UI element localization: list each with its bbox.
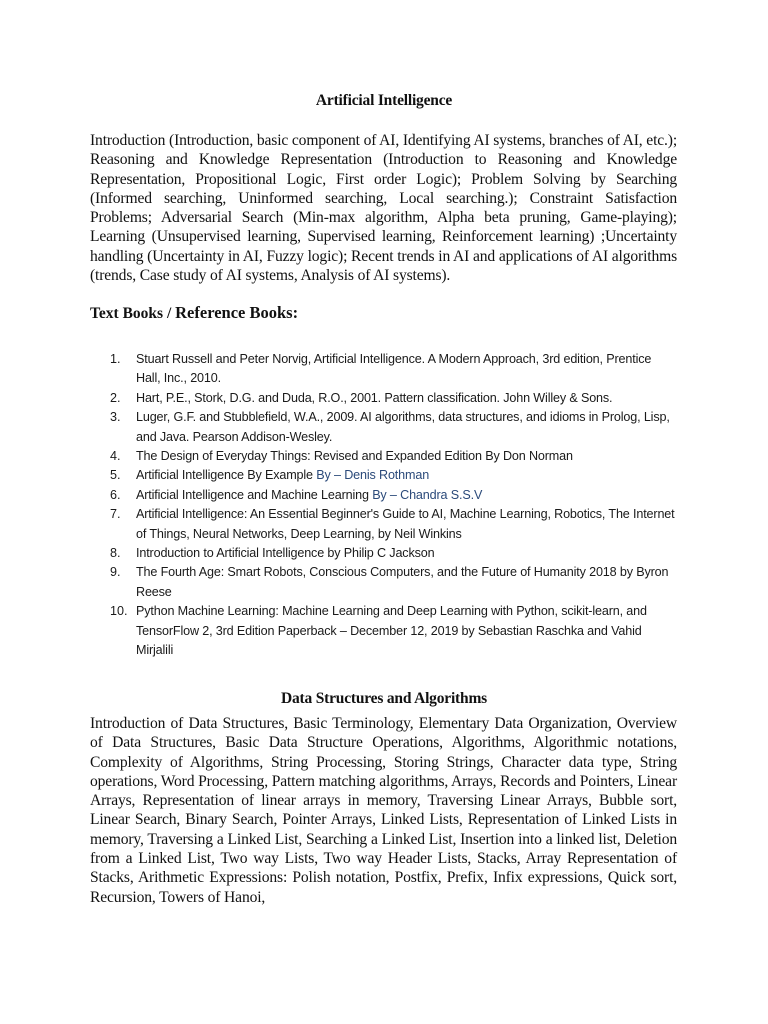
book-list-item	[90, 350, 678, 389]
book-title: Introduction to Artificial Intelligence by Philip C Jackson	[136, 546, 435, 561]
book-list-item	[90, 544, 678, 563]
book-title: Stuart Russell and Peter Norvig, Artificial Intelligence. A Modern Approach, 3rd edition, Prentice Hall, Inc., 2010.	[136, 352, 652, 386]
book-list-item	[90, 505, 678, 544]
book-list-item	[90, 389, 678, 408]
book-title: Artificial Intelligence and Machine Learning	[136, 487, 373, 502]
book-list-item	[90, 486, 678, 505]
book-title: Artificial Intelligence: An Essential Beginner's Guide to AI, Machine Learning, Robotics, The Internet of Things, Neural Networks, Deep Learning, by Neil Winkins	[136, 507, 675, 541]
ai-section-title: Artificial Intelligence	[315, 92, 453, 109]
book-title: The Design of Everyday Things: Revised and Expanded Edition By Don Norman	[136, 449, 573, 464]
book-entry	[136, 505, 678, 544]
book-number: 1.	[110, 352, 121, 366]
book-entry	[136, 466, 678, 485]
book-list-item	[90, 408, 678, 447]
book-number: 10.	[110, 604, 128, 619]
book-title: The Fourth Age: Smart Robots, Conscious Computers, and the Future of Humanity 2018 by Byron Reese	[136, 565, 669, 599]
reference-book-list	[90, 350, 678, 661]
book-entry	[136, 486, 678, 505]
books-heading-reference: Reference Books:	[175, 303, 299, 322]
book-number: 6.	[110, 487, 121, 502]
book-author: By – Chandra S.S.V	[372, 487, 483, 502]
book-number: 9.	[110, 565, 121, 580]
book-entry	[136, 563, 678, 602]
book-number: 5.	[110, 468, 121, 483]
book-list-item	[90, 563, 678, 602]
book-list-item	[90, 466, 678, 485]
books-heading-text: Text Books /	[90, 305, 176, 322]
book-number: 8.	[110, 546, 121, 561]
book-number: 2.	[110, 390, 121, 405]
book-title: Artificial Intelligence By Example	[136, 468, 317, 483]
book-entry	[136, 602, 678, 660]
book-entry	[136, 447, 678, 466]
book-number: 3.	[110, 410, 121, 425]
book-title: Python Machine Learning: Machine Learning and Deep Learning with Python, scikit-learn, and TensorFlow 2, 3rd Edition Paperback – December 12, 2019 by Sebastian Raschka and Vahid Mirjalili	[136, 604, 647, 658]
book-entry	[136, 350, 678, 389]
book-title: Luger, G.F. and Stubblefield, W.A., 2009. AI algorithms, data structures, and idioms in Prolog, Lisp, and Java. Pearson Addison-Wesley.	[136, 410, 670, 444]
book-title: Hart, P.E., Stork, D.G. and Duda, R.O., 2001. Pattern classification. John Willey & Sons.	[136, 390, 613, 405]
book-list-item	[90, 602, 678, 660]
dsa-section-title: Data Structures and Algorithms	[281, 690, 487, 707]
book-number: 4.	[110, 449, 121, 464]
book-number: 7.	[110, 507, 121, 522]
books-heading	[90, 303, 298, 323]
ai-syllabus-paragraph: Introduction (Introduction, basic component of AI, Identifying AI systems, branches of AI, etc.); Reasoning and Knowledge Representation (Introduction to Reasoning and Knowledge Representation, Propositional Logic, First order Logic); Problem Solving by Searching (Informed searching, Uninformed searching, Local searching.); Constraint Satisfaction Problems; Adversarial Search (Min-max algorithm, Alpha beta pruning, Game-playing); Learning (Unsupervised learning, Supervised learning, Reinforcement learning) ;Uncertainty handling (Uncertainty in AI, Fuzzy logic); Recent trends in AI and applications of AI algorithms (trends, Case study of AI systems, Analysis of AI systems).	[90, 132, 677, 285]
book-entry	[136, 544, 678, 563]
book-entry	[136, 408, 678, 447]
book-list-item	[90, 447, 678, 466]
book-author: By – Denis Rothman	[316, 468, 430, 483]
book-entry	[136, 389, 678, 408]
dsa-syllabus-paragraph: Introduction of Data Structures, Basic Terminology, Elementary Data Organization, Overview of Data Structures, Basic Data Structure Operations, Algorithms, Algorithmic notations, Complexity of Algorithms, String Processing, Storing Strings, Character data type, String operations, Word Processing, Pattern matching algorithms, Arrays, Records and Pointers, Linear Arrays, Representation of linear arrays in memory, Traversing Linear Arrays, Bubble sort, Linear Search, Binary Search, Pointer Arrays, Linked Lists, Representation of Linked Lists in memory, Traversing a Linked List, Searching a Linked List, Insertion into a linked list, Deletion from a Linked List, Two way Lists, Two way Header Lists, Stacks, Array Representation of Stacks, Arithmetic Expressions: Polish notation, Postfix, Prefix, Infix expressions, Quick sort, Recursion, Towers of Hanoi,	[90, 715, 677, 906]
